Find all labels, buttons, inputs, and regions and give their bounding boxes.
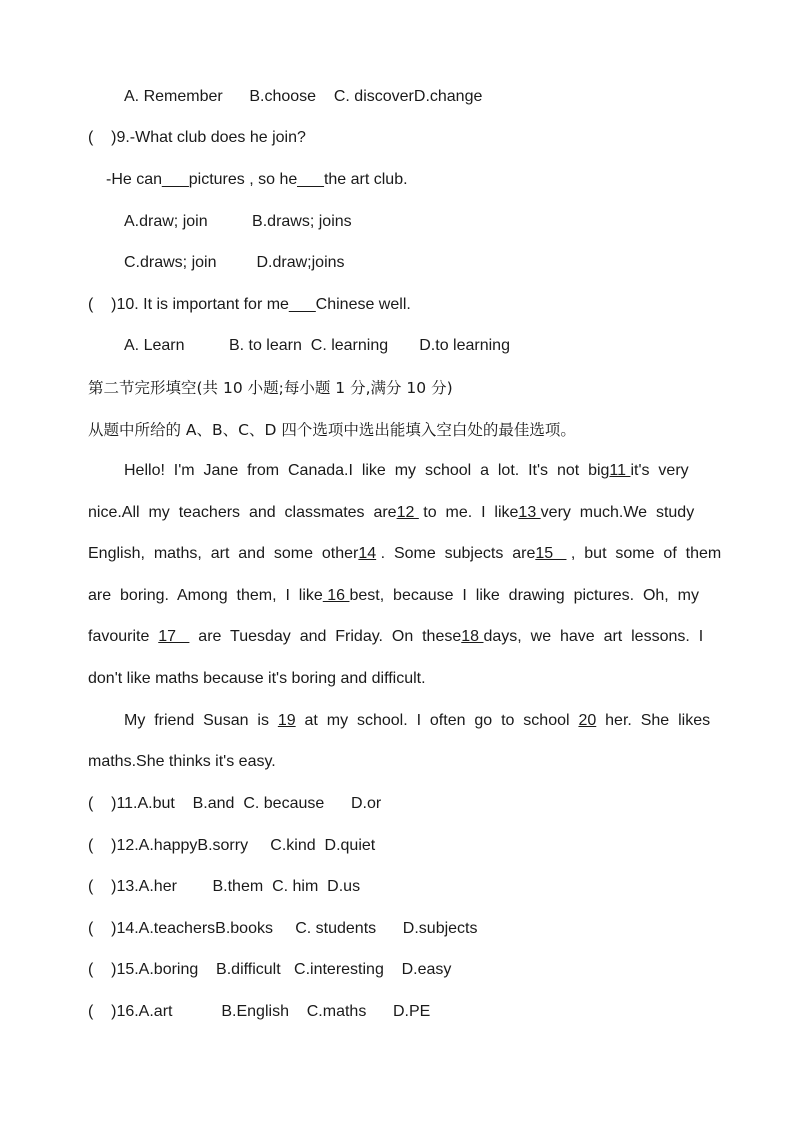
answer-blank: 18 — [461, 628, 484, 645]
passage-text: to me. I like — [418, 504, 519, 521]
q10-stem-part: ( )10. It is important for me — [88, 296, 289, 313]
passage-line-7 — [124, 710, 718, 732]
q10-stem — [88, 294, 718, 316]
question-14: ( )14.A.teachersB.books C. students D.subjects — [88, 920, 478, 937]
passage-text: her. She likes — [596, 712, 711, 729]
q10-blank: ___ — [288, 296, 316, 313]
passage-line-5 — [88, 626, 718, 648]
q8-options: A. Remember B.choose C. discoverD.change — [124, 88, 483, 105]
q9-options-row-1: A.draw; join B.draws; joins — [124, 213, 352, 230]
q9-blank-2: ___ — [297, 171, 324, 188]
passage-line-8 — [88, 751, 718, 773]
passage-text: are boring. Among them, I like — [88, 587, 323, 604]
answer-blank: 20 — [578, 712, 597, 729]
q10-options: A. Learn B. to learn C. learning D.to learning — [124, 337, 510, 354]
passage-line-4 — [88, 585, 718, 607]
passage-text: favourite — [88, 628, 159, 645]
passage-text: it's very — [630, 462, 689, 479]
section-title: 第二节完形填空(共 10 小题;每小题 1 分,满分 10 分) — [88, 379, 453, 397]
passage-text: best, because I like drawing pictures. Oh, my — [349, 587, 699, 604]
passage-line-3 — [88, 543, 722, 565]
passage-text: nice.All my teachers and classmates are — [88, 504, 397, 521]
passage-text: . Some subjects are — [376, 545, 536, 562]
passage-text: are Tuesday and Friday. On these — [189, 628, 462, 645]
answer-blank: 14 — [358, 545, 377, 562]
passage-text: English, maths, art and some other — [88, 545, 359, 562]
passage-text: at my school. I often go to school — [295, 712, 579, 729]
answer-blank: 19 — [277, 712, 296, 729]
q10-stem-part: Chinese well. — [315, 296, 411, 313]
passage-text: My friend Susan is — [124, 712, 278, 729]
answer-blank: 16 — [322, 587, 350, 604]
passage-text: Hello! I'm Jane from Canada.I like my school a lot. It's not big — [124, 462, 610, 479]
passage-line-1 — [124, 460, 718, 482]
answer-blank: 15 — [535, 545, 567, 562]
question-15: ( )15.A.boring B.difficult C.interesting D.easy — [88, 961, 452, 978]
passage-text: very much.We study — [540, 504, 695, 521]
q9-options-row-2: C.draws; join D.draw;joins — [124, 254, 345, 271]
q9-sentence-part: the art club. — [323, 171, 408, 188]
question-12: ( )12.A.happyB.sorry C.kind D.quiet — [88, 837, 376, 854]
q9-blank-1: ___ — [162, 171, 189, 188]
passage-text: maths.She thinks it's easy. — [88, 753, 276, 770]
question-13: ( )13.A.her B.them C. him D.us — [88, 878, 361, 895]
q9-stem: ( )9.-What club does he join? — [88, 129, 306, 146]
passage-line-2 — [88, 502, 718, 524]
passage-text: , but some of them — [566, 545, 722, 562]
q9-sentence-part: pictures , so he — [188, 171, 298, 188]
answer-blank: 13 — [518, 504, 541, 521]
section-instruction: 从题中所给的 A、B、C、D 四个选项中选出能填入空白处的最佳选项。 — [88, 421, 576, 439]
passage-text: don't like maths because it's boring and difficult. — [88, 670, 426, 687]
answer-blank: 17 — [158, 628, 190, 645]
answer-blank: 11 — [609, 462, 631, 479]
passage-line-6 — [88, 668, 718, 690]
passage-text: days, we have art lessons. I — [483, 628, 704, 645]
question-11: ( )11.A.but B.and C. because D.or — [88, 795, 382, 812]
question-16: ( )16.A.art B.English C.maths D.PE — [88, 1003, 431, 1020]
q9-sentence — [106, 169, 718, 191]
answer-blank: 12 — [396, 504, 419, 521]
q9-sentence-part: -He can — [106, 171, 163, 188]
